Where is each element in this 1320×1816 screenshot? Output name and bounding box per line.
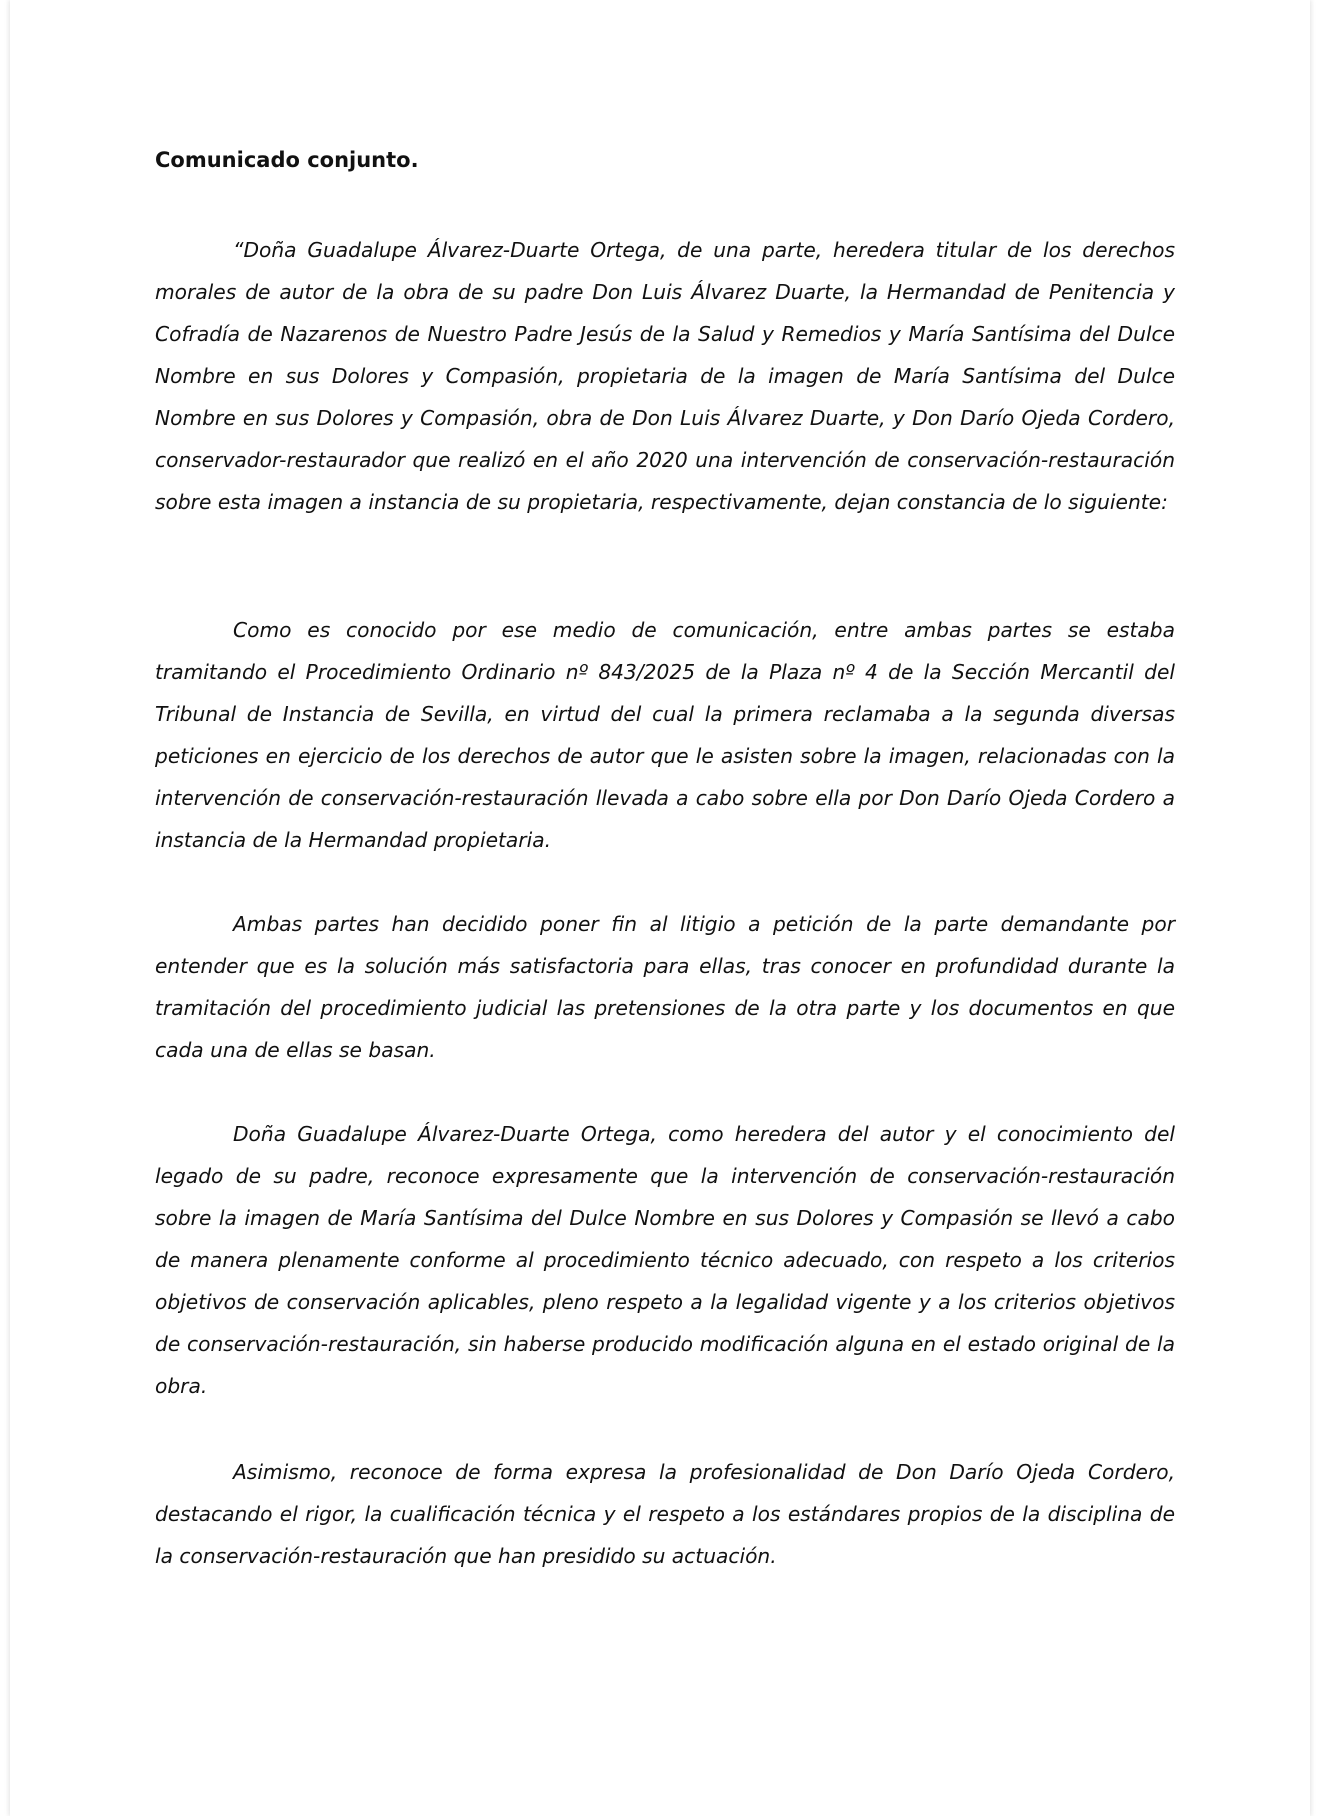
paragraph-professionalism: Asimismo, reconoce de forma expresa la profesionalidad de Don Darío Ojeda Cordero, destacando el rigor, la cualificación técnica y el respeto a los estándares propios de la disciplina de la conservación-restauración que han presidido su actuación. — [155, 1460, 1175, 1568]
paragraph-intro: “Doña Guadalupe Álvarez-Duarte Ortega, de una parte, heredera titular de los derechos morales de autor de la obra de su padre Don Luis Álvarez Duarte, la Hermandad de Penitencia y Cofradía de Nazarenos de Nuestro Padre Jesús de la Salud y Remedios y María Santísima del Dulce Nombre en sus Dolores y Compasión, propietaria de la imagen de María Santísima del Dulce Nombre en sus Dolores y Compasión, obra de Don Luis Álvarez Duarte, y Don Darío Ojeda Cordero, conservador-restaurador que realizó en el año 2020 una intervención de conservación-restauración sobre esta imagen a instancia de su propietaria, respectivamente, dejan constancia de lo siguiente: — [155, 238, 1175, 514]
paragraph-recognition: Doña Guadalupe Álvarez-Duarte Ortega, como heredera del autor y el conocimiento del legado de su padre, reconoce expresamente que la intervención de conservación-restauración sobre la imagen de María Santísima del Dulce Nombre en sus Dolores y Compasión se llevó a cabo de manera plenamente conforme al procedimiento técnico adecuado, con respeto a los criterios objetivos de conservación aplicables, pleno respeto a la legalidad vigente y a los criterios objetivos de conservación-restauración, sin haberse producido modificación alguna en el estado original de la obra. — [155, 1122, 1175, 1398]
document-page — [10, 0, 1310, 1816]
paragraph-settlement: Ambas partes han decidido poner fin al litigio a petición de la parte demandante por entender que es la solución más satisfactoria para ellas, tras conocer en profundidad durante la tramitación del procedimiento judicial las pretensiones de la otra parte y los documentos en que cada una de ellas se basan. — [155, 912, 1175, 1062]
paragraph-procedure: Como es conocido por ese medio de comunicación, entre ambas partes se estaba tramitando el Procedimiento Ordinario nº 843/2025 de la Plaza nº 4 de la Sección Mercantil del Tribunal de Instancia de Sevilla, en virtud del cual la primera reclamaba a la segunda diversas peticiones en ejercicio de los derechos de autor que le asisten sobre la imagen, relacionadas con la intervención de conservación-restauración llevada a cabo sobre ella por Don Darío Ojeda Cordero a instancia de la Hermandad propietaria. — [155, 618, 1175, 852]
document-title: Comunicado conjunto. — [155, 148, 419, 172]
